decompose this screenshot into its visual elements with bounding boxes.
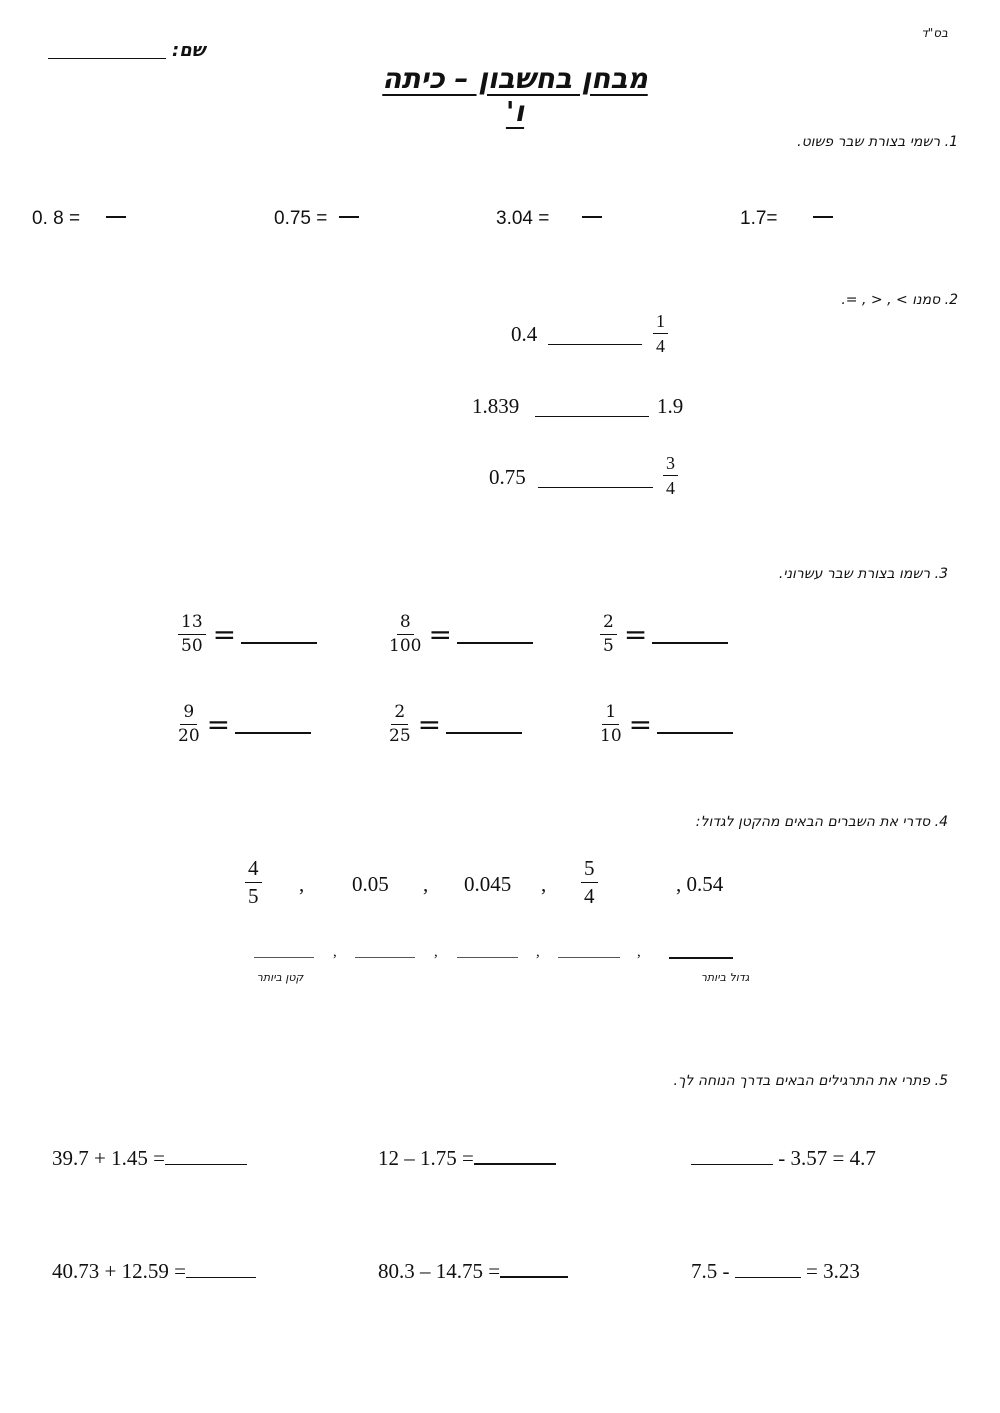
exercise-text: - 3.57 = 4.7 xyxy=(773,1146,876,1170)
q1-item-3: 3.04 = xyxy=(496,208,550,229)
q4-value-fraction-1 xyxy=(245,858,262,907)
q1-answer-1[interactable] xyxy=(106,216,126,218)
equals-sign: = xyxy=(623,618,648,651)
answer-blank[interactable] xyxy=(500,1276,568,1278)
equals-sign: = xyxy=(212,618,237,651)
q4-answer-separator: , xyxy=(536,944,540,960)
q2-row-3-blank[interactable] xyxy=(538,487,653,488)
fraction-numerator: 5 xyxy=(581,858,598,883)
q2-row-2-left: 1.839 xyxy=(472,394,520,418)
exercise-text: 7.5 - xyxy=(691,1259,735,1283)
q3-item-5 xyxy=(389,704,522,745)
q4-value-fraction-4 xyxy=(581,858,598,907)
q2-instruction: 2. סמנו > , < , =. xyxy=(841,292,958,308)
q1-item-2: 0.75 = xyxy=(274,208,328,229)
exercise-text: 12 – 1.75 = xyxy=(378,1146,474,1170)
answer-blank[interactable] xyxy=(186,1277,256,1278)
q1-answer-3[interactable] xyxy=(582,216,602,218)
q4-separator: , xyxy=(541,872,547,896)
fraction-numerator: 13 xyxy=(178,614,206,635)
equals-sign: = xyxy=(428,618,452,651)
q4-largest-label: גדול ביותר xyxy=(700,971,750,984)
answer-blank[interactable] xyxy=(457,642,533,644)
fraction-numerator: 9 xyxy=(180,704,197,725)
page-title: מבחן בחשבון – כיתה ו' xyxy=(382,62,648,128)
q4-smallest-label: קטן ביותר xyxy=(256,971,304,984)
q1-instruction: 1. רשמי בצורת שבר פשוט. xyxy=(797,134,958,150)
fraction-denominator: 25 xyxy=(389,726,411,746)
q3-item-2 xyxy=(389,614,533,655)
fraction-numerator: 1 xyxy=(653,312,668,334)
fraction-denominator: 20 xyxy=(178,726,200,746)
fraction-numerator: 4 xyxy=(245,858,262,883)
fraction-numerator: 8 xyxy=(397,614,414,635)
name-field xyxy=(48,40,218,64)
fraction-denominator: 10 xyxy=(600,726,622,746)
q4-answer-blank-2[interactable] xyxy=(355,957,415,958)
q5-exercise-6 xyxy=(691,1259,860,1284)
q2-row-3-fraction xyxy=(663,454,678,497)
q1-item-4: 1.7= xyxy=(740,208,778,229)
fraction-numerator: 3 xyxy=(663,454,678,476)
fraction-denominator: 5 xyxy=(603,636,614,656)
q4-answer-separator: , xyxy=(637,944,641,960)
q5-instruction: 5. פתרי את התרגילים הבאים בדרך הנוחה לך. xyxy=(673,1073,948,1089)
exercise-text: 40.73 + 12.59 = xyxy=(52,1259,186,1283)
q2-row-1-left: 0.4 xyxy=(511,322,538,346)
q2-row-2-right: 1.9 xyxy=(657,394,684,418)
exercise-text: = 3.23 xyxy=(800,1259,860,1283)
equals-sign: = xyxy=(417,708,442,741)
name-label: שם: xyxy=(172,40,206,61)
q5-exercise-4 xyxy=(52,1259,256,1284)
equals-sign: = xyxy=(206,708,231,741)
answer-blank[interactable] xyxy=(652,642,728,644)
q4-answer-blank-4[interactable] xyxy=(558,957,620,958)
answer-blank[interactable] xyxy=(235,732,311,734)
fraction-denominator: 4 xyxy=(666,478,675,498)
q5-exercise-1 xyxy=(52,1146,247,1171)
q4-separator: , xyxy=(299,872,305,896)
answer-blank[interactable] xyxy=(657,732,733,734)
q3-item-1 xyxy=(178,614,317,655)
answer-blank[interactable] xyxy=(691,1164,773,1165)
fraction-denominator: 100 xyxy=(389,636,422,656)
q1-answer-2[interactable] xyxy=(339,216,359,218)
fraction-denominator: 4 xyxy=(656,336,665,356)
answer-blank[interactable] xyxy=(446,732,522,734)
q4-answer-blank-3[interactable] xyxy=(457,957,518,958)
exercise-text: 80.3 – 14.75 = xyxy=(378,1259,501,1283)
q2-row-1-blank[interactable] xyxy=(548,344,642,345)
equals-sign: = xyxy=(628,708,653,741)
q3-instruction: 3. רשמו בצורת שבר עשרוני. xyxy=(778,566,948,582)
q4-value-3: 0.045 xyxy=(464,872,512,896)
bsd-mark: בס"ד xyxy=(921,26,948,40)
fraction-denominator: 5 xyxy=(248,884,259,908)
q4-instruction: 4. סדרי את השברים הבאים מהקטן לגדול: xyxy=(695,814,948,830)
q4-value-2: 0.05 xyxy=(352,872,389,896)
q4-value-5: , 0.54 xyxy=(676,872,724,896)
q1-answer-4[interactable] xyxy=(813,216,833,218)
name-blank[interactable] xyxy=(48,58,166,59)
q5-exercise-5 xyxy=(378,1259,568,1284)
fraction-denominator: 50 xyxy=(181,636,203,656)
q2-row-2-blank[interactable] xyxy=(535,416,649,417)
q4-answer-blank-1[interactable] xyxy=(254,957,314,958)
q3-item-3 xyxy=(600,614,728,655)
q2-row-1-fraction xyxy=(653,312,668,355)
q3-item-6 xyxy=(600,704,733,745)
q4-answer-separator: , xyxy=(434,944,438,960)
q3-item-4 xyxy=(178,704,311,745)
q5-exercise-3 xyxy=(691,1146,876,1171)
fraction-denominator: 4 xyxy=(584,884,595,908)
answer-blank[interactable] xyxy=(241,642,317,644)
exercise-text: 39.7 + 1.45 = xyxy=(52,1146,165,1170)
fraction-numerator: 2 xyxy=(391,704,408,725)
answer-blank[interactable] xyxy=(165,1164,247,1165)
answer-blank[interactable] xyxy=(735,1277,801,1278)
fraction-numerator: 1 xyxy=(602,704,619,725)
q4-answer-separator: , xyxy=(333,944,337,960)
fraction-numerator: 2 xyxy=(600,614,617,635)
q2-row-3-left: 0.75 xyxy=(489,465,526,489)
q4-answer-blank-5[interactable] xyxy=(669,957,733,959)
q1-item-1: 0. 8 = xyxy=(32,208,81,229)
q4-separator: , xyxy=(423,872,429,896)
answer-blank[interactable] xyxy=(474,1163,556,1165)
q5-exercise-2 xyxy=(378,1146,556,1171)
